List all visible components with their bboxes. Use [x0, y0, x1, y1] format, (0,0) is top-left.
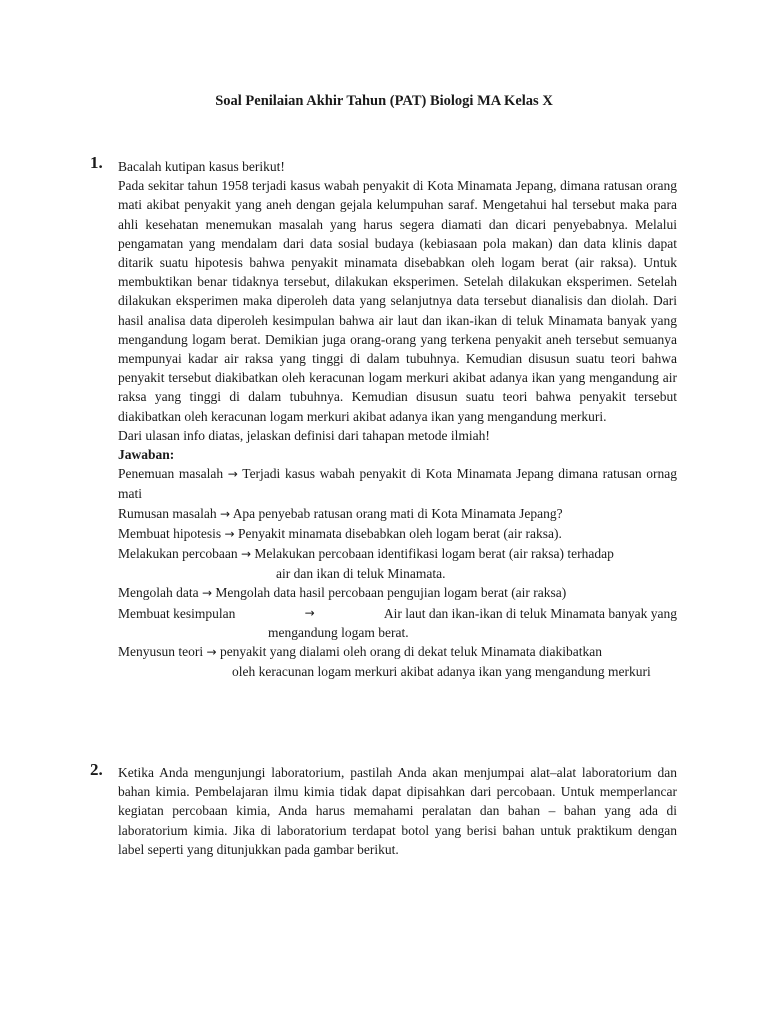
question-2-text: Ketika Anda mengunjungi laboratorium, pastilah Anda akan menjumpai alat–alat laboratorium dan bahan kimia. Pembelajaran ilmu kimia tidak dapat dipisahkan dari percobaan. Untuk memperlancar kegiatan percobaan kimia, Anda harus memahami peralatan dan bahan – bahan yang ada di laboratorium kimia. Jika di laboratorium terdapat botol yang berisi bahan untuk praktikum dengan label seperti yang ditunjukkan pada gambar berikut.	[118, 765, 677, 857]
arrow-right-icon: →	[227, 467, 238, 482]
arrow-right-icon: →	[240, 547, 252, 562]
arrow-right-icon: →	[304, 605, 315, 620]
question-1-number: 1.	[90, 153, 103, 172]
arrow-right-icon: →	[201, 586, 213, 601]
question-2-number: 2.	[90, 760, 103, 779]
answer-item-membuat-kesimpulan: Membuat kesimpulan → Air laut dan ikan-ikan di teluk Minamata banyak yang mengandung logam berat.	[118, 605, 677, 640]
document-title: Soal Penilaian Akhir Tahun (PAT) Biologi MA Kelas X	[215, 93, 553, 109]
arrow-right-icon: →	[206, 645, 217, 660]
question-1-prompt: Dari ulasan info diatas, jelaskan definisi dari tahapan metode ilmiah!	[118, 427, 490, 443]
arrow-right-icon: →	[219, 506, 231, 521]
answer-item-penemuan-masalah: Penemuan masalah → Terjadi kasus wabah penyakit di Kota Minamata Jepang dimana ratusan ornag mati	[118, 466, 677, 502]
question-1	[118, 157, 677, 681]
answer-item-mengolah-data: Mengolah data → Mengolah data hasil percobaan pengujian logam berat (air raksa)	[118, 585, 567, 601]
answer-item-rumusan-masalah: Rumusan masalah → Apa penyebab ratusan orang mati di Kota Minamata Jepang?	[118, 505, 563, 521]
question-1-intro: Bacalah kutipan kasus berikut!	[118, 159, 285, 174]
arrow-right-icon: →	[224, 526, 235, 541]
answer-item-melakukan-percobaan: Melakukan percobaan → Melakukan percobaan identifikasi logam berat (air raksa) terhadap air dan ikan di teluk Minamata.	[118, 546, 614, 582]
answer-label: Jawaban:	[118, 447, 175, 463]
question-1-passage: Pada sekitar tahun 1958 terjadi kasus wabah penyakit di Kota Minamata Jepang, dimana ratusan orang mati akibat penyakit yang aneh dengan gejala kelumpuhan saraf. Mengetahui hal tersebut maka para ahli kesehatan menemukan masalah yang harus segera diamati dan dicari penyebabnya. Melalui pengamatan yang mendalam dari data sosial budaya (kebiasaan pola makan) dan data klinis dapat ditarik suatu hipotesis bahwa penyakit minamata disebabkan oleh logam berat (air raksa). Untuk membuktikan benar tidaknya tersebut, dilakukan eksperimen. Setelah dilakukan eksperimen. Setelah dilakukan eksperimen maka diperoleh data yang selanjutnya data tersebut dianalisis dan diolah. Dari hasil analisa data diperoleh kesimpulan bahwa air laut dan ikan-ikan di teluk Minamata banyak yang mengandung logam berat. Demikian juga orang-orang yang terkena penyakit aneh tersebut semuanya mempunyai kadar air raksa yang tinggi di dalam tubuhnya. Kemudian disusun suatu teori bahwa penyakit tersebut diakibatkan oleh keracunan logam merkuri akibat adanya ikan yang mengandung air raksa yang tinggi di dalam tubuhnya. Kemudian disusun suatu teori bahwa penyakit tersebut diakibatkan oleh keracunan logam merkuri akibat adanya ikan yang mengandung merkuri.	[118, 178, 677, 424]
answer-item-membuat-hipotesis: Membuat hipotesis → Penyakit minamata disebabkan oleh logam berat (air raksa).	[118, 525, 562, 541]
answer-item-menyusun-teori: Menyusun teori → penyakit yang dialami oleh orang di dekat teluk Minamata diakibatkan oleh keracunan logam merkuri akibat adanya ikan yang mengandung merkuri	[118, 644, 651, 680]
